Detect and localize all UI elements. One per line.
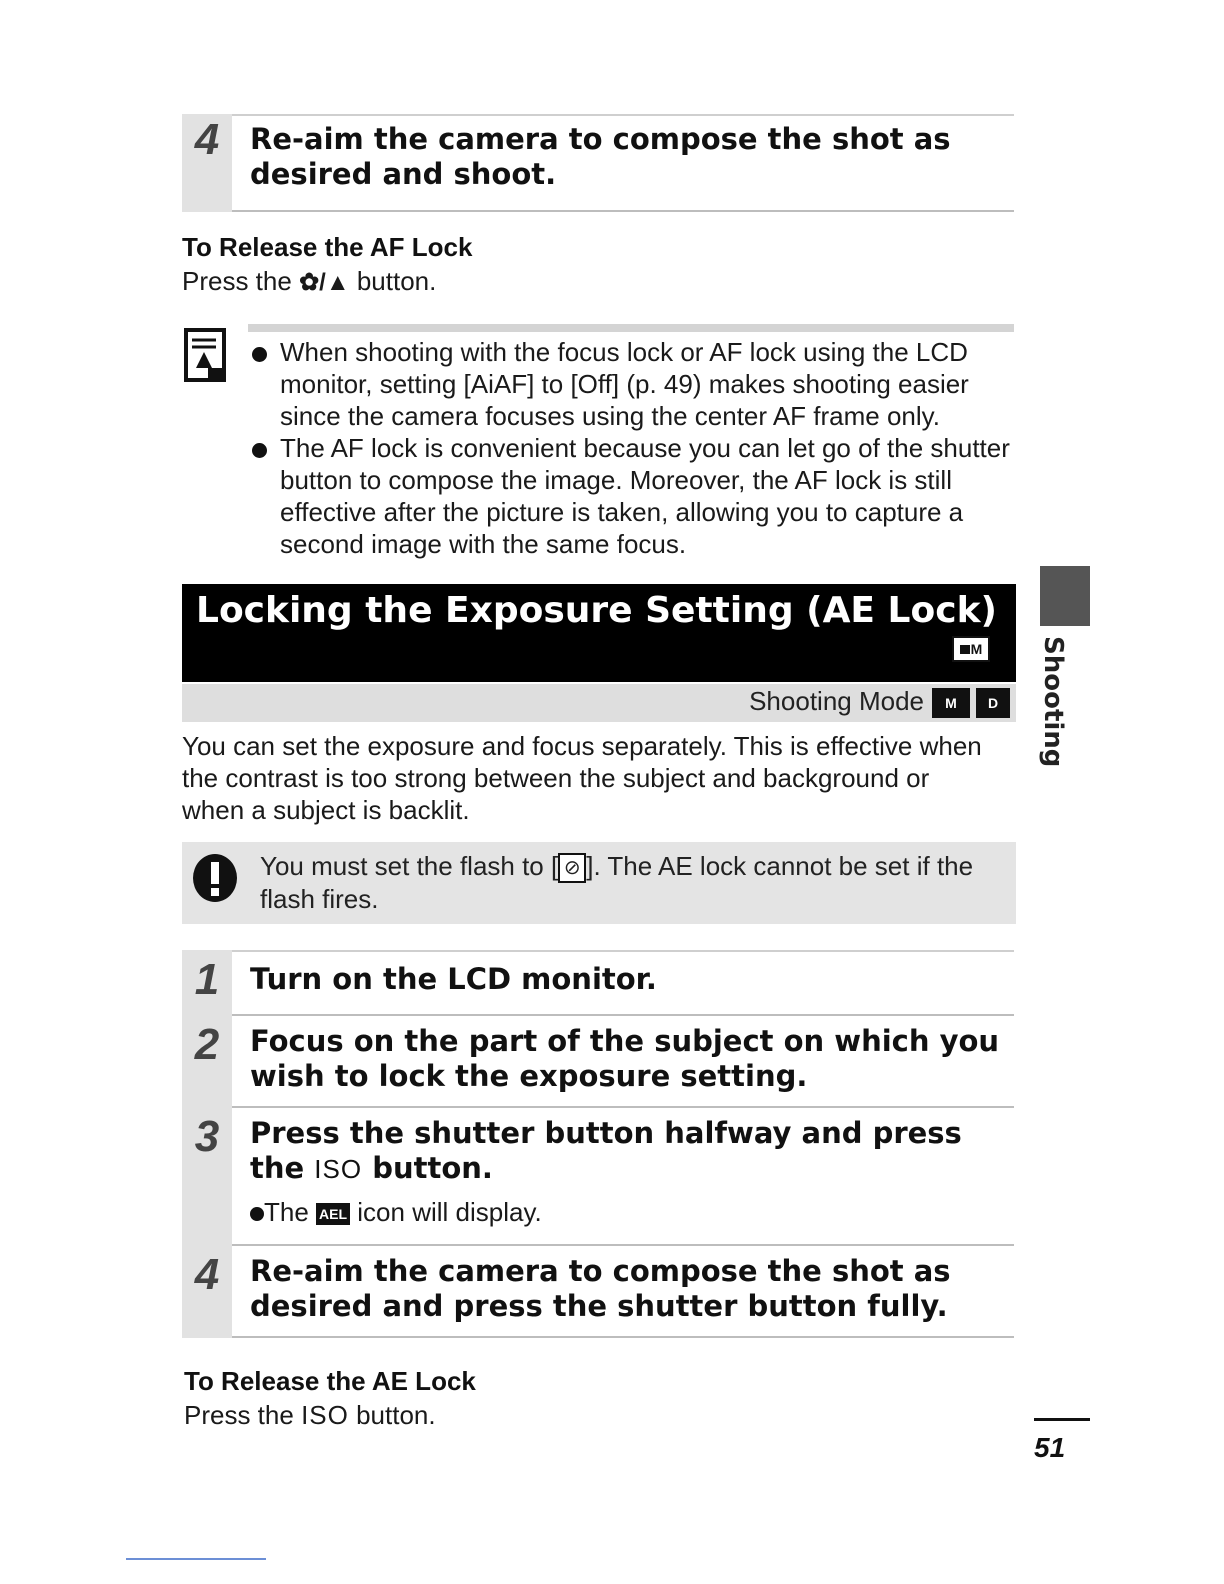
step-number: 3 [182, 1108, 232, 1246]
step-3-sub-after: icon will display. [357, 1197, 542, 1227]
step-title: Turn on the LCD monitor. [250, 962, 657, 996]
iso-button-label: ISO [314, 1154, 363, 1184]
step-4 [182, 1246, 1014, 1338]
shooting-mode-label: Shooting Mode [749, 686, 924, 716]
caution-block [182, 842, 1016, 924]
macro-mf-icon: ✿/▲ [299, 269, 350, 296]
section-title-bar [182, 584, 1016, 682]
note-list [252, 336, 1012, 560]
side-tab-block [1040, 566, 1090, 626]
step-title-before: Press the shutter button halfway and press the [250, 1116, 962, 1185]
scan-edge-line [126, 1558, 266, 1560]
note-rule [248, 324, 1014, 332]
mode-icon-manual: M [932, 688, 970, 718]
step-2 [182, 1016, 1014, 1108]
bullet-dot [250, 1207, 264, 1221]
step-title: Re-aim the camera to compose the shot as desired and shoot. [250, 122, 951, 191]
af-release-text-after: button. [356, 266, 437, 296]
note-block [182, 322, 1014, 562]
step-divider [182, 950, 1014, 952]
step-title-after: button. [372, 1151, 493, 1185]
bullet-dot [252, 443, 267, 458]
iso-button-label: ISO [301, 1400, 349, 1430]
step-4-top [182, 114, 1014, 212]
ae-release-heading: To Release the AE Lock [184, 1366, 476, 1396]
step-3 [182, 1108, 1014, 1246]
step-title: Focus on the part of the subject on which you wish to lock the exposure setting. [250, 1024, 1000, 1093]
step-divider [232, 1336, 1014, 1338]
page-number: 51 [1034, 1432, 1066, 1463]
intro-paragraph: You can set the exposure and focus separately. This is effective when the contrast is too strong between the subject and background or when a subject is backlit. [182, 731, 982, 825]
ae-release-block [184, 1366, 984, 1431]
note-bullet [252, 432, 1012, 560]
mode-icon-digital-macro: D [976, 688, 1010, 718]
note-icon [184, 328, 226, 382]
step-number: 1 [182, 950, 232, 1016]
caution-icon [190, 852, 240, 908]
step-divider [182, 114, 1014, 116]
camera-icon [960, 645, 970, 654]
af-release-text [182, 265, 982, 299]
af-release-heading: To Release the AF Lock [182, 232, 473, 262]
ae-release-text-after: button. [356, 1400, 436, 1430]
step-number: 4 [182, 1246, 232, 1338]
shooting-mode-strip [182, 684, 1016, 722]
caution-text [260, 850, 1000, 915]
note-text: When shooting with the focus lock or AF lock using the LCD monitor, setting [AiAF] to [Off] (p. 49) makes shooting easier since the camera focuses using the center AF frame only. [280, 337, 969, 431]
step-1 [182, 950, 1014, 1016]
side-tab-label: Shooting [1038, 636, 1068, 768]
note-bullet [252, 336, 1012, 432]
caution-text-after: ]. The AE lock cannot be set if the flash fires. [260, 851, 974, 915]
step-number: 2 [182, 1016, 232, 1108]
section-title: Locking the Exposure Setting (AE Lock) [196, 590, 997, 631]
step-title [250, 1116, 1004, 1187]
ae-release-text [184, 1399, 984, 1431]
step-divider [232, 210, 1014, 212]
bullet-dot [252, 347, 267, 362]
note-text: The AF lock is convenient because you can let go of the shutter button to compose the image. Moreover, the AF lock is still effective after the picture is taken, allowing you to capture a second image with the same focus. [280, 433, 1010, 559]
af-release-block [182, 232, 982, 299]
camera-mode-badge [952, 636, 990, 662]
step-3-sub-before: The [264, 1197, 309, 1227]
page-number-rule [1034, 1418, 1090, 1421]
step-title: Re-aim the camera to compose the shot as desired and press the shutter button fully. [250, 1254, 951, 1323]
step-number: 4 [182, 114, 232, 212]
ael-icon: AEL [316, 1203, 350, 1225]
caution-text-before: You must set the flash to [ [260, 851, 559, 881]
step-3-sub [250, 1196, 542, 1228]
camera-mode-badge-text: M [970, 641, 983, 657]
flash-off-icon: ⊘ [558, 853, 586, 883]
ae-release-text-before: Press the [184, 1400, 294, 1430]
af-release-text-before: Press the [182, 266, 292, 296]
